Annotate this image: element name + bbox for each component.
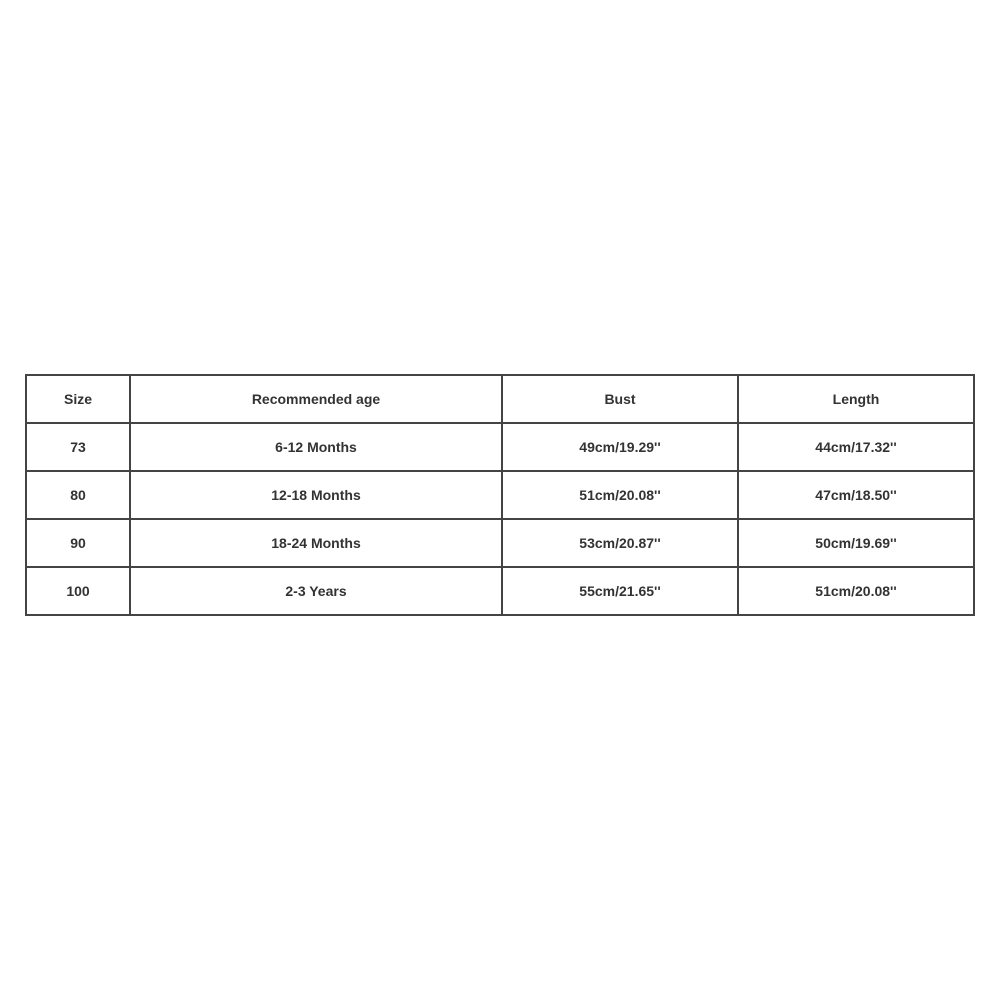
table-header-row	[26, 375, 974, 423]
table-row	[26, 423, 974, 471]
cell-size: 80	[26, 471, 130, 519]
cell-bust: 53cm/20.87''	[502, 519, 738, 567]
cell-recommended-age: 18-24 Months	[130, 519, 502, 567]
cell-size: 90	[26, 519, 130, 567]
cell-recommended-age: 12-18 Months	[130, 471, 502, 519]
cell-length: 50cm/19.69''	[738, 519, 974, 567]
cell-length: 51cm/20.08''	[738, 567, 974, 615]
cell-size: 73	[26, 423, 130, 471]
table-row	[26, 567, 974, 615]
table-row	[26, 471, 974, 519]
cell-bust: 49cm/19.29''	[502, 423, 738, 471]
cell-bust: 55cm/21.65''	[502, 567, 738, 615]
cell-bust: 51cm/20.08''	[502, 471, 738, 519]
cell-length: 47cm/18.50''	[738, 471, 974, 519]
size-chart-table	[25, 374, 975, 616]
table-row	[26, 519, 974, 567]
header-recommended-age: Recommended age	[130, 375, 502, 423]
header-length: Length	[738, 375, 974, 423]
header-size: Size	[26, 375, 130, 423]
cell-length: 44cm/17.32''	[738, 423, 974, 471]
cell-size: 100	[26, 567, 130, 615]
cell-recommended-age: 6-12 Months	[130, 423, 502, 471]
header-bust: Bust	[502, 375, 738, 423]
cell-recommended-age: 2-3 Years	[130, 567, 502, 615]
